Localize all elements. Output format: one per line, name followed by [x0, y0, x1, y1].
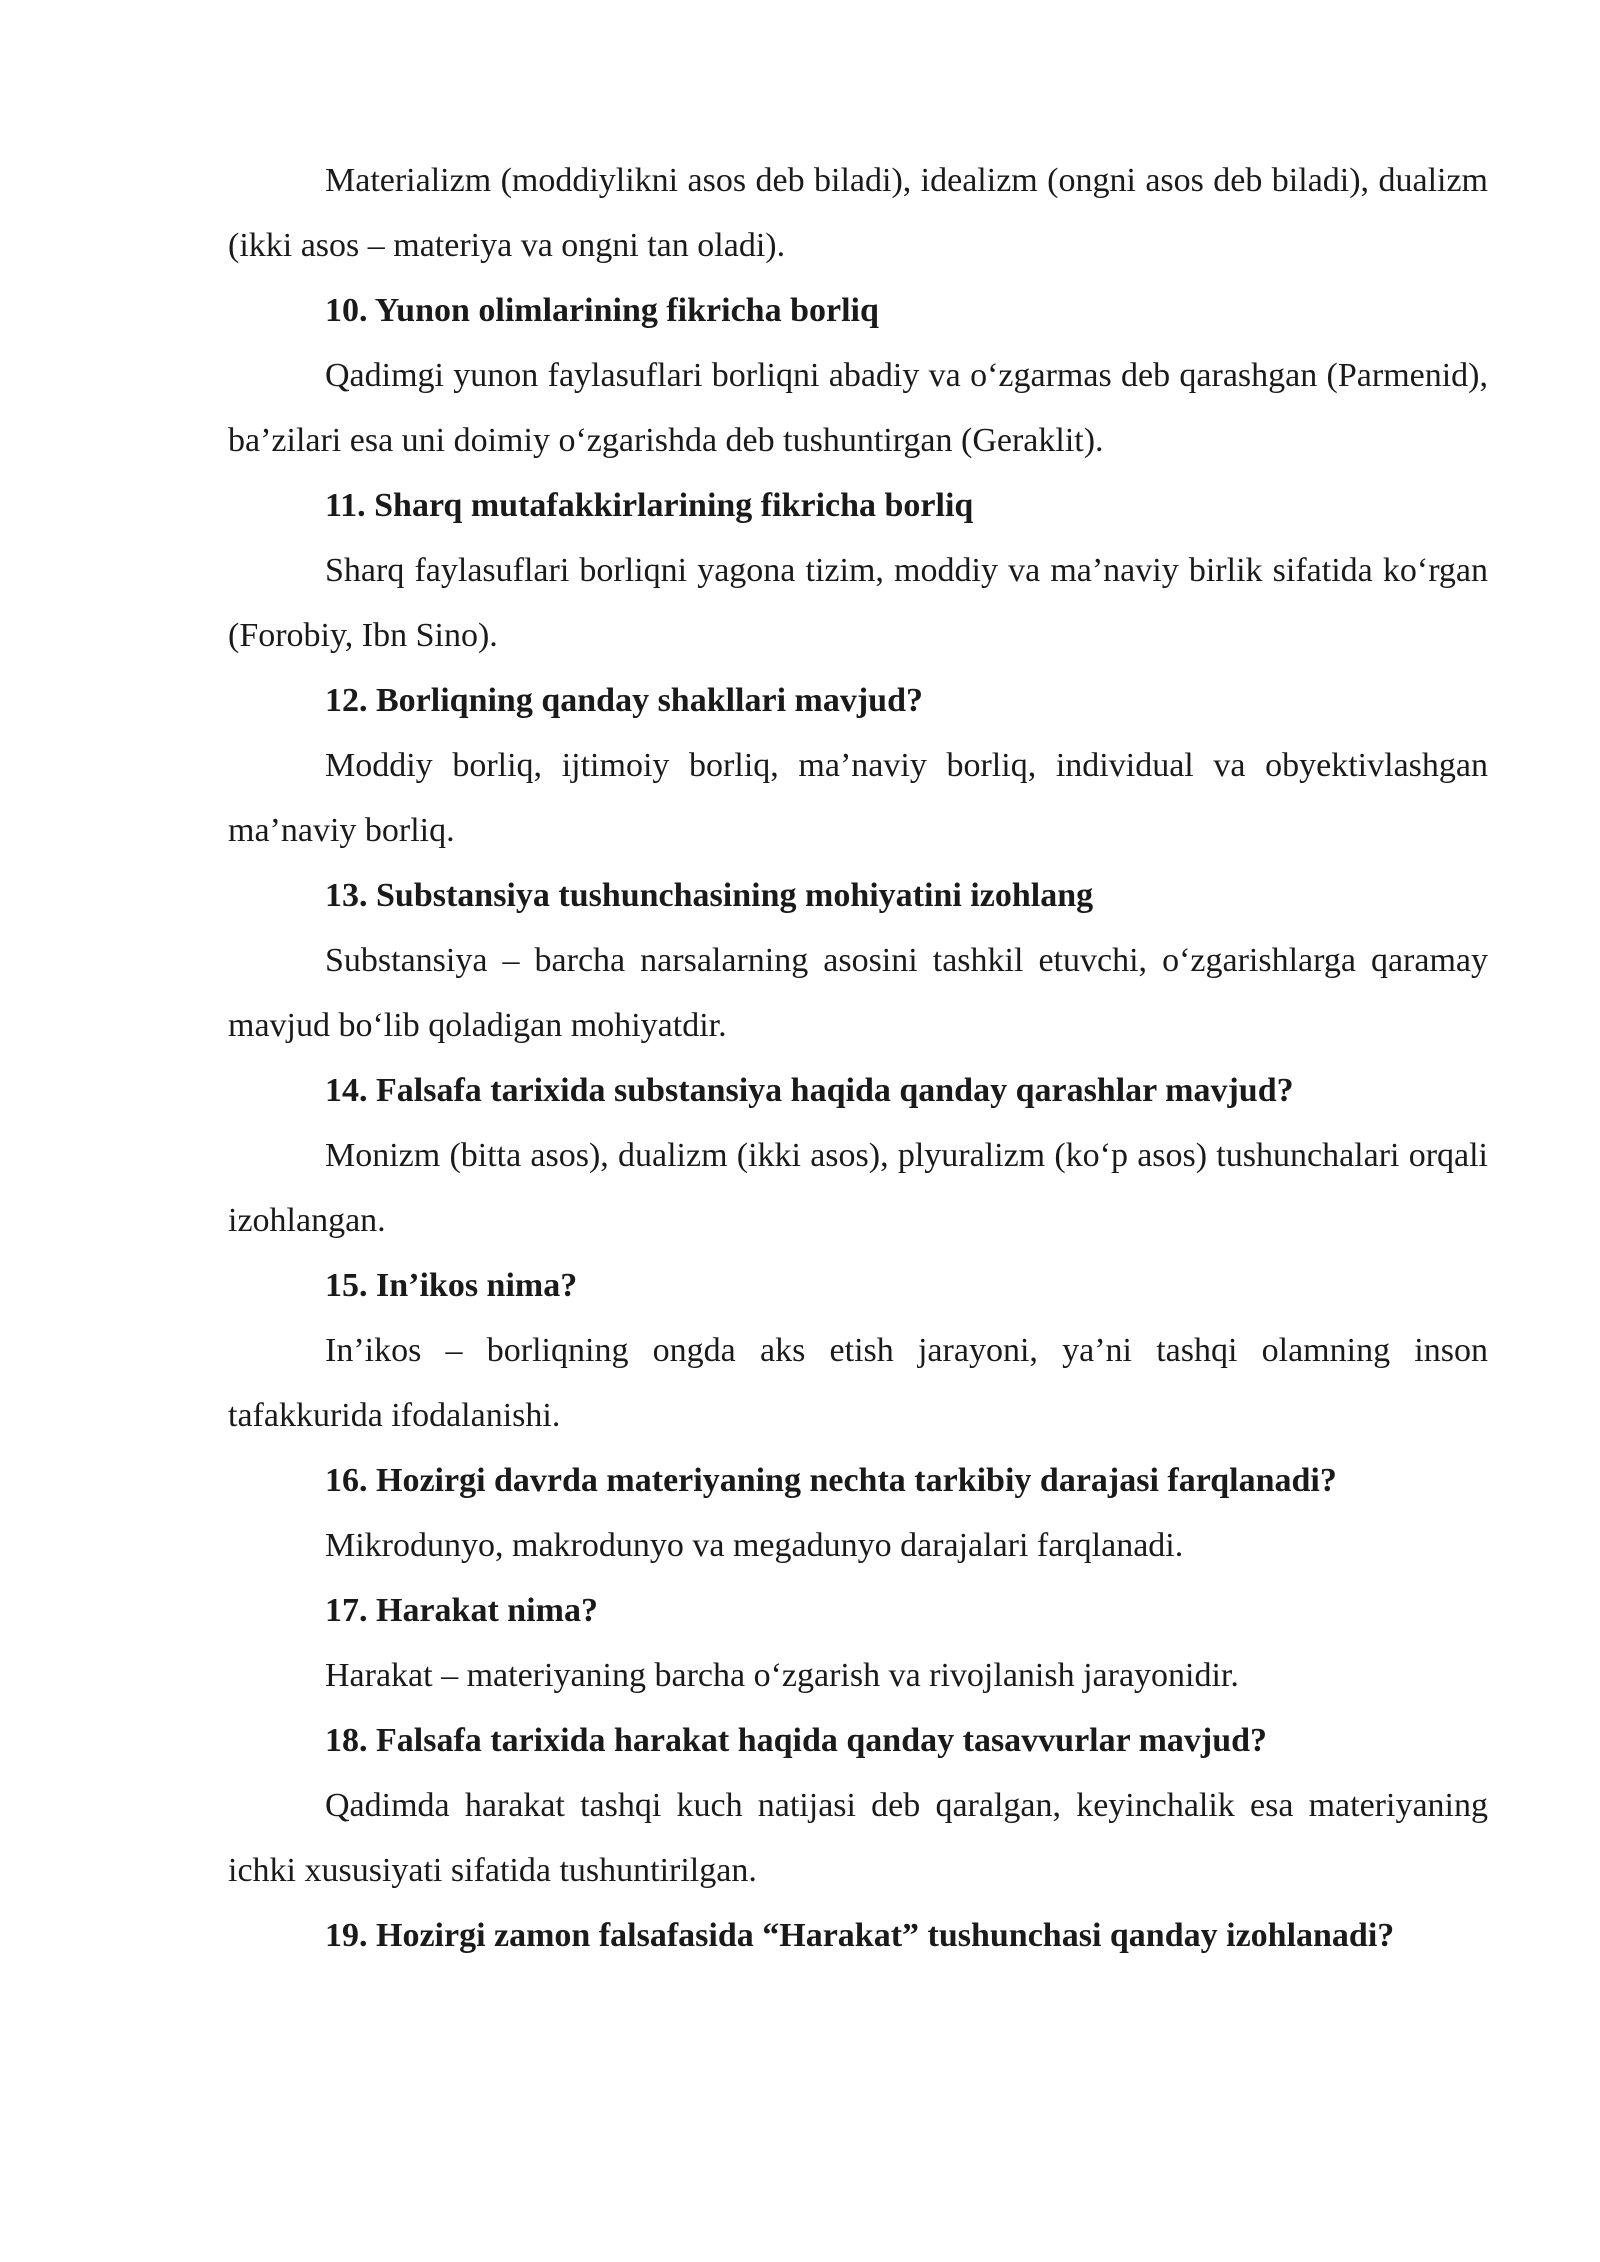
question-15-heading: 15. In’ikos nima? — [325, 1267, 578, 1304]
question-10-heading: 10. Yunon olimlarining fikricha borliq — [325, 292, 879, 329]
question-12-heading: 12. Borliqning qanday shakllari mavjud? — [325, 682, 924, 719]
paragraph-philosophical-positions: Materializm (moddiylikni asos deb biladi), idealizm (ongni asos deb biladi), dualizm (ikki asos – materiya va ongni tan oladi). — [228, 162, 1488, 264]
question-13-heading: 13. Substansiya tushunchasining mohiyatini izohlang — [325, 877, 1094, 914]
question-17-heading: 17. Harakat nima? — [325, 1592, 598, 1629]
question-14-heading: 14. Falsafa tarixida substansiya haqida qanday qarashlar mavjud? — [325, 1072, 1294, 1109]
answer-16-paragraph: Mikrodunyo, makrodunyo va megadunyo darajalari farqlanadi. — [325, 1527, 1184, 1564]
answer-11-paragraph: Sharq faylasuflari borliqni yagona tizim, moddiy va ma’naviy birlik sifatida ko‘rgan (Forobiy, Ibn Sino). — [228, 552, 1488, 654]
answer-18-paragraph: Qadimda harakat tashqi kuch natijasi deb qaralgan, keyinchalik esa materiyaning ichki xususiyati sifatida tushuntirilgan. — [228, 1787, 1488, 1889]
question-11-heading: 11. Sharq mutafakkirlarining fikricha borliq — [325, 487, 974, 524]
question-16-heading: 16. Hozirgi davrda materiyaning nechta tarkibiy darajasi farqlanadi? — [325, 1462, 1337, 1499]
answer-15-paragraph: In’ikos – borliqning ongda aks etish jarayoni, ya’ni tashqi olamning inson tafakkurida ifodalanishi. — [228, 1332, 1488, 1434]
answer-17-paragraph: Harakat – materiyaning barcha o‘zgarish va rivojlanish jarayonidir. — [325, 1657, 1239, 1694]
document-page — [228, 148, 1488, 1968]
answer-10-paragraph: Qadimgi yunon faylasuflari borliqni abadiy va o‘zgarmas deb qarashgan (Parmenid), ba’zilari esa uni doimiy o‘zgarishda deb tushuntirgan (Geraklit). — [228, 357, 1488, 459]
question-18-heading: 18. Falsafa tarixida harakat haqida qanday tasavvurlar mavjud? — [325, 1722, 1268, 1759]
question-19-heading: 19. Hozirgi zamon falsafasida “Harakat” tushunchasi qanday izohlanadi? — [325, 1917, 1395, 1954]
answer-14-paragraph: Monizm (bitta asos), dualizm (ikki asos), plyuralizm (ko‘p asos) tushunchalari orqali izohlangan. — [228, 1137, 1488, 1239]
answer-13-paragraph: Substansiya – barcha narsalarning asosini tashkil etuvchi, o‘zgarishlarga qaramay mavjud bo‘lib qoladigan mohiyatdir. — [228, 942, 1488, 1044]
answer-12-paragraph: Moddiy borliq, ijtimoiy borliq, ma’naviy borliq, individual va obyektivlashgan ma’naviy borliq. — [228, 747, 1488, 849]
